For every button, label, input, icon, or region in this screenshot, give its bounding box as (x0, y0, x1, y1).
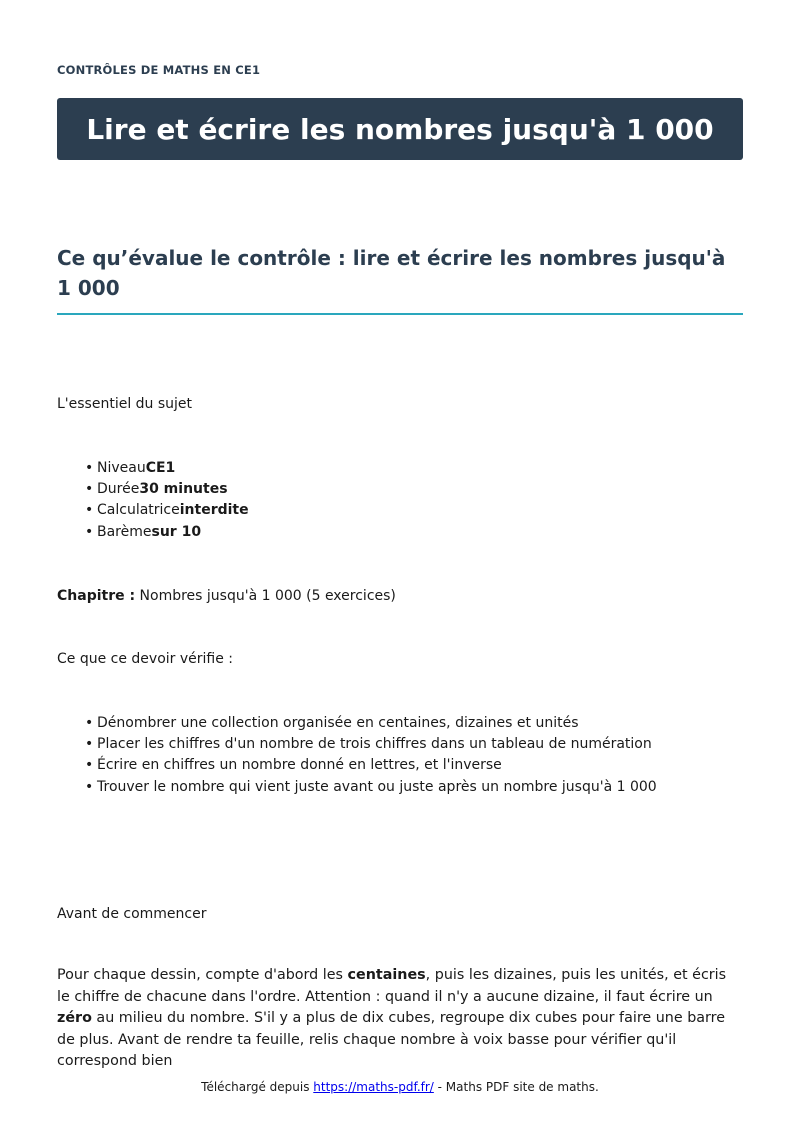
item-value: interdite (179, 502, 249, 519)
chapitre-label: Chapitre : (57, 588, 136, 604)
avant-heading: Avant de commencer (57, 906, 207, 922)
footer-link[interactable]: https://maths-pdf.fr/ (313, 1080, 434, 1094)
list-item (57, 458, 249, 479)
chapitre-value: Nombres jusqu'à 1 000 (5 exercices) (139, 588, 396, 604)
item-value: 30 minutes (139, 481, 228, 498)
page-kicker: CONTRÔLES DE MATHS EN CE1 (57, 63, 261, 77)
item-label: Barème (97, 523, 152, 540)
verifie-heading: Ce que ce devoir vérifie : (57, 651, 234, 667)
item-value: CE1 (145, 460, 176, 476)
list-item: • Trouver le nombre qui vient juste avant ou juste après un nombre jusqu'à 1 000 (57, 777, 657, 798)
chapitre-line (57, 586, 396, 607)
item-value: sur 10 (151, 523, 202, 540)
essentiel-heading: L'essentiel du sujet (57, 396, 193, 412)
para-text: au milieu du nombre. S'il y a plus de dix cubes, regroupe dix cubes pour faire une barre de plus. Avant de rendre ta feuille, relis chaque nombre à voix basse pour vérifier qu'il correspond bien (57, 1010, 726, 1069)
para-text: Pour chaque dessin, compte d'abord les (57, 967, 348, 983)
essentiel-list (57, 458, 249, 543)
list-item: • Placer les chiffres d'un nombre de trois chiffres dans un tableau de numération (57, 734, 657, 755)
para-text: , puis les dizaines, puis les unités, et écris le chiffre de chacune dans l'ordre. Attention : quand il n'y a aucune dizaine, il faut écrire un (57, 967, 727, 1005)
list-item: • Écrire en chiffres un nombre donné en lettres, et l'inverse (57, 755, 657, 776)
para-bold: centaines (347, 967, 426, 983)
section-title: Ce qu’évalue le contrôle : lire et écrire les nombres jusqu'à 1 000 (57, 243, 743, 315)
avant-paragraph (57, 965, 743, 1069)
title-banner (57, 98, 743, 160)
list-item (57, 479, 249, 500)
item-label: Durée (97, 481, 140, 498)
page-footer (0, 1080, 800, 1094)
footer-suffix: - Maths PDF site de maths. (433, 1080, 599, 1094)
list-item (57, 522, 249, 543)
item-label: Niveau (97, 460, 146, 476)
para-bold: zéro (57, 1010, 92, 1026)
list-item: • Dénombrer une collection organisée en centaines, dizaines et unités (57, 713, 657, 734)
item-label: Calculatrice (97, 502, 180, 519)
list-item (57, 500, 249, 521)
verifie-list (57, 713, 657, 798)
footer-prefix: Téléchargé depuis (201, 1080, 314, 1094)
page-title: Lire et écrire les nombres jusqu'à 1 000 (86, 112, 714, 146)
